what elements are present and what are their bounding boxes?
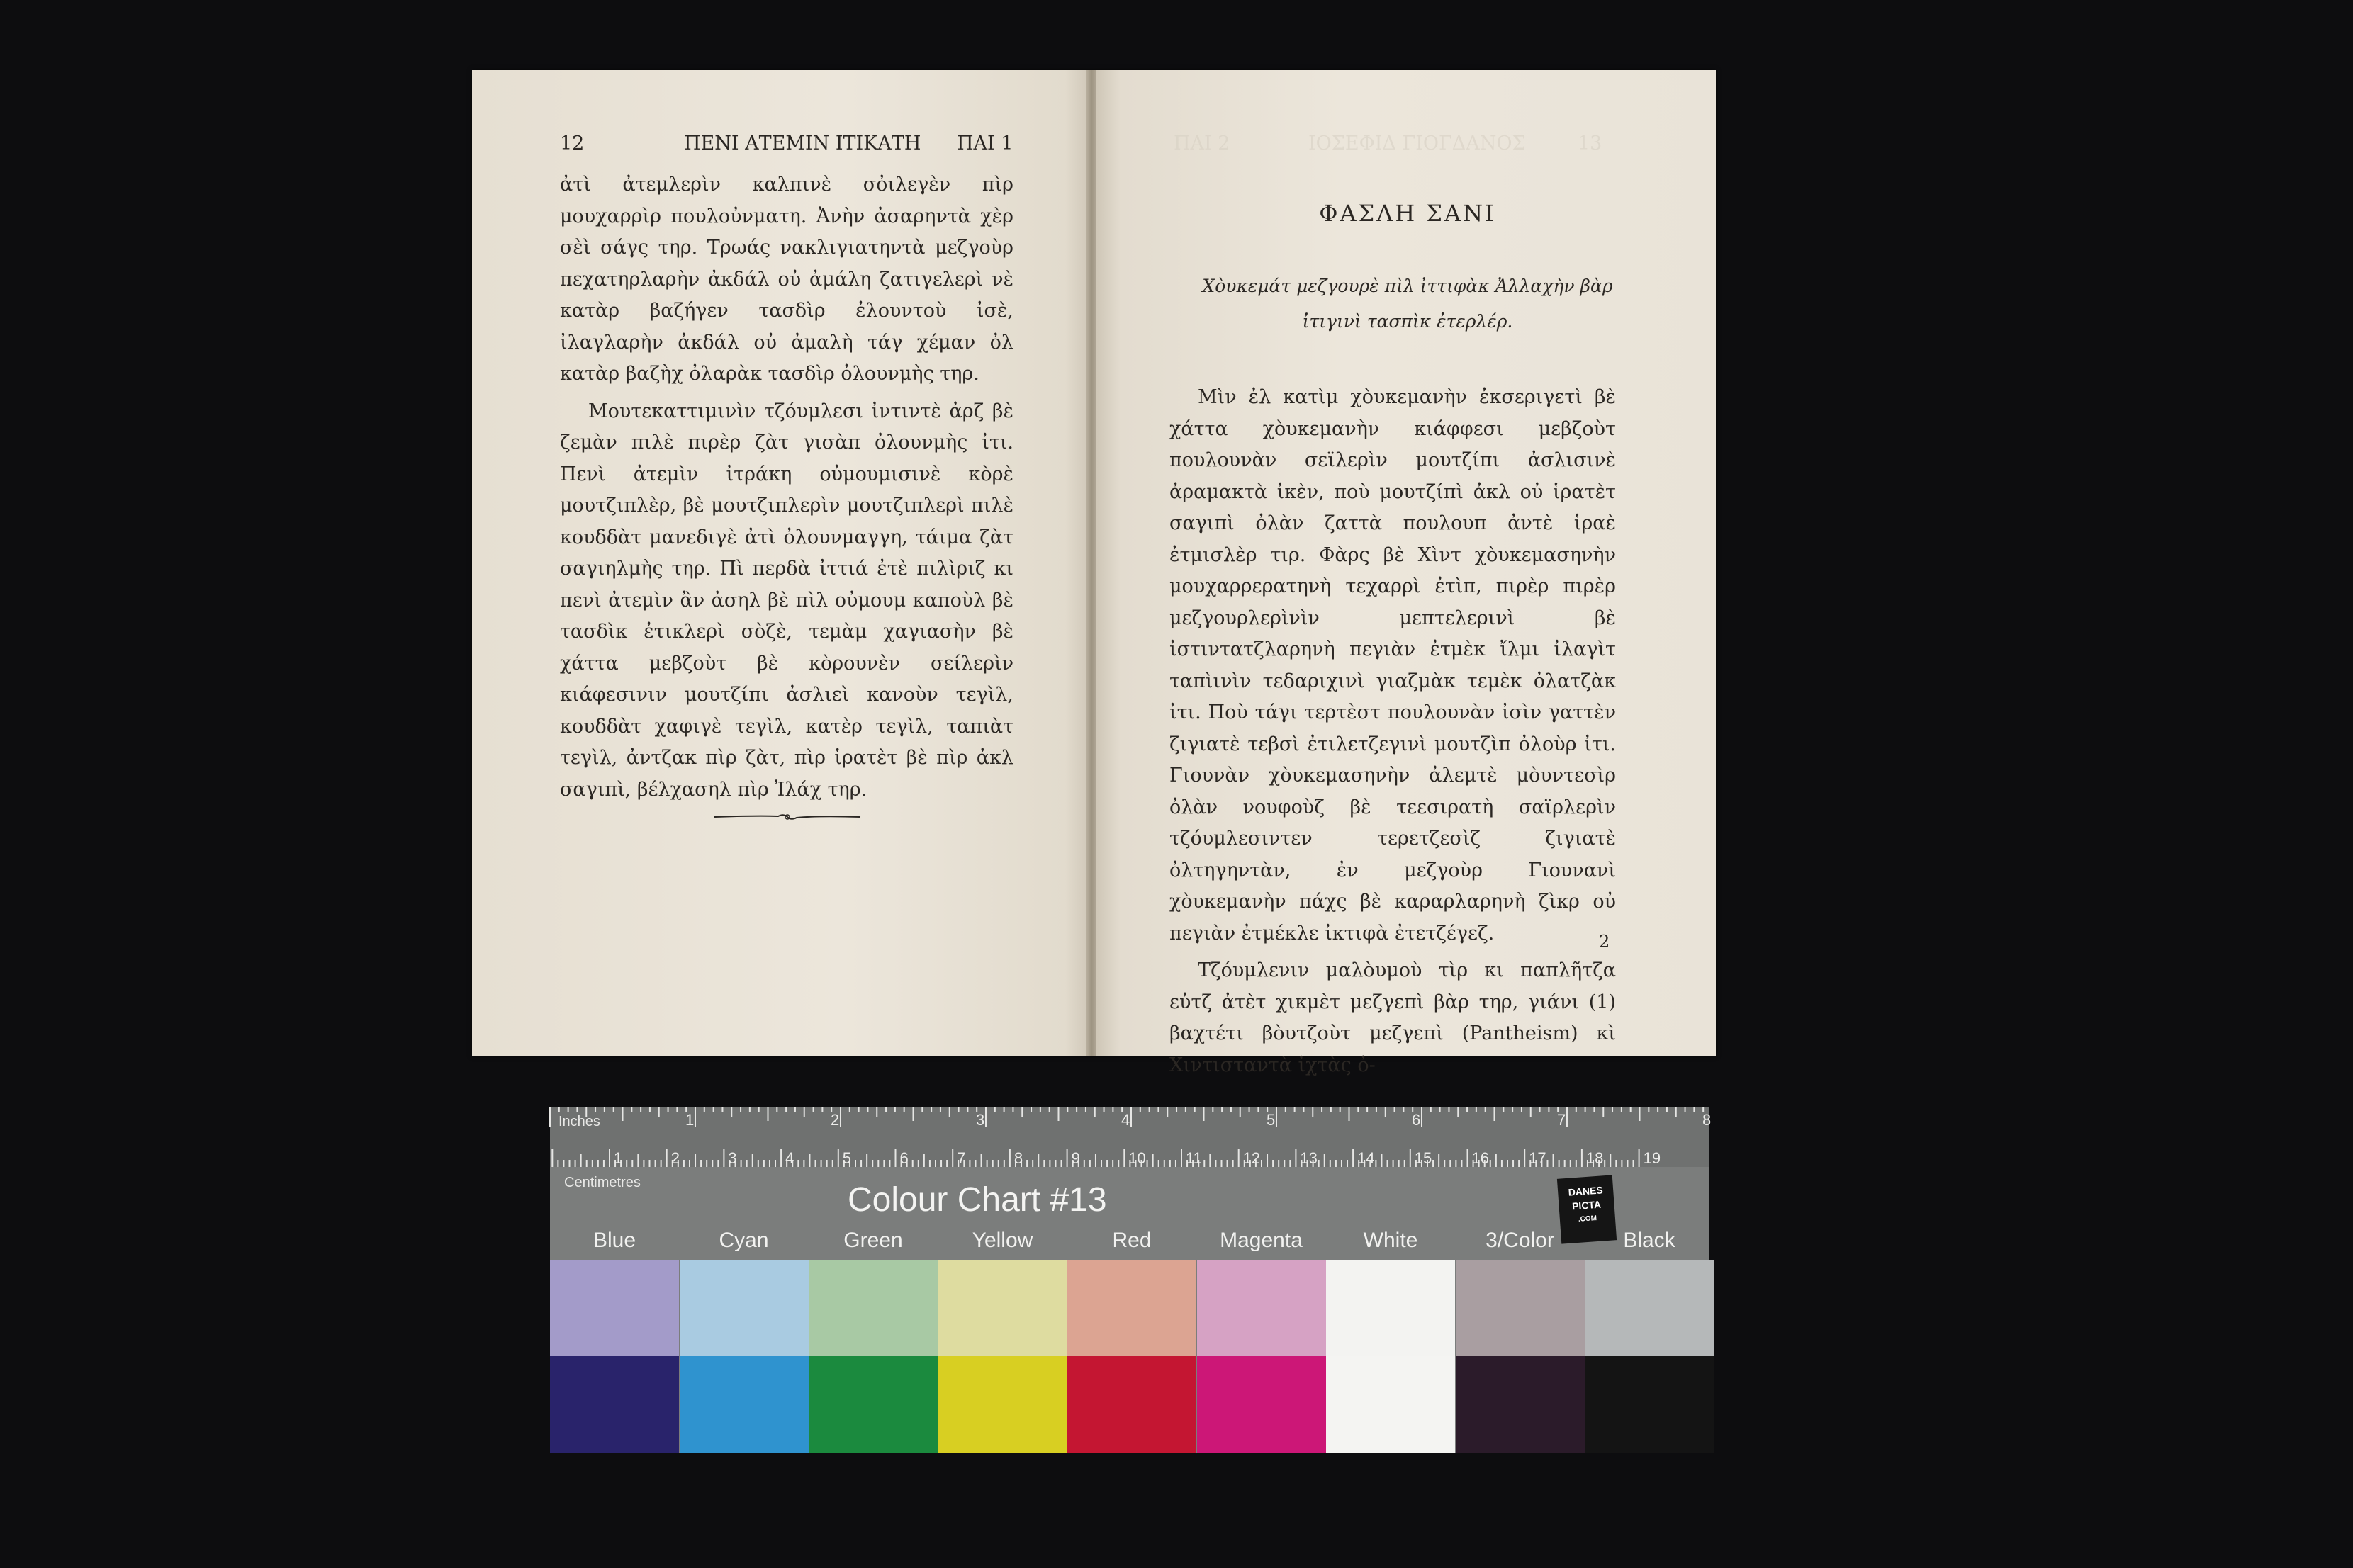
logo-line-3: .COM (1578, 1214, 1597, 1224)
patch-green-light (809, 1260, 938, 1356)
inch-tick-label: 4 (1121, 1111, 1130, 1129)
cm-tick-label: 5 (842, 1149, 852, 1167)
patch-blue-light (550, 1260, 679, 1356)
cm-tick-label: 8 (1013, 1149, 1023, 1167)
inch-tick-label: 7 (1557, 1111, 1566, 1129)
cm-tick-label: 1 (614, 1149, 623, 1167)
inch-tick-label: 3 (976, 1111, 985, 1129)
patch-3-color-light (1456, 1260, 1585, 1356)
cm-tick-label: 10 (1128, 1149, 1146, 1167)
patch-cyan-dark (680, 1356, 809, 1453)
patch-yellow-dark (938, 1356, 1067, 1453)
showthrough-running-right: ΠΑΙ 2 (1174, 132, 1230, 154)
patch-black-light (1585, 1260, 1714, 1356)
chapter-title: ΦΑΣΛΗ ΣΑΝΙ (1319, 200, 1496, 227)
cm-tick-label: 4 (785, 1149, 794, 1167)
left-running-header (560, 132, 1013, 161)
patch-green-dark (809, 1356, 938, 1453)
patch-white-dark (1326, 1356, 1455, 1453)
cm-tick-label: 14 (1357, 1149, 1375, 1167)
cm-tick-label: 11 (1186, 1149, 1202, 1167)
patch-label-magenta: Magenta (1220, 1229, 1303, 1252)
inch-tick-label: 2 (831, 1111, 840, 1129)
cm-tick-label: 12 (1242, 1149, 1261, 1167)
patch-3-color-dark (1456, 1356, 1585, 1453)
cm-tick-label: 9 (1071, 1149, 1080, 1167)
cm-tick-label: 18 (1585, 1149, 1604, 1167)
patch-label-cyan: Cyan (719, 1229, 769, 1252)
patch-red-light (1067, 1260, 1196, 1356)
left-text-block (560, 169, 1013, 806)
left-running-right: ΠΑΙ 1 (957, 132, 1013, 154)
cm-tick-label: 16 (1471, 1149, 1489, 1167)
left-page (472, 70, 1090, 1056)
subtitle-line-1: Χὸυκεμάτ μεζγουρὲ πὶλ ἰττιφὰκ Ἀλλαχὴν βὰρ (1202, 276, 1613, 296)
cm-tick-label: 19 (1643, 1149, 1661, 1167)
right-text-block (1169, 382, 1616, 1081)
centimetres-label: Centimetres (564, 1175, 641, 1190)
patch-label-yellow: Yellow (972, 1229, 1033, 1252)
patch-black-dark (1585, 1356, 1714, 1453)
section-end-ornament (713, 812, 862, 822)
left-page-number: 12 (560, 132, 585, 154)
ruler (550, 1107, 1712, 1167)
right-paragraph-1: Μὶν ἐλ κατὶμ χὸυκεμανὴν ἐκσεριγετὶ βὲ χάττα χὸυκεμανὴν κιάφφεσι μεβζοὺτ πουλουνὰν σεϊλερὶν μουτζίπι ἀσλισινὲ ἀραμακτὰ ἰκὲν, ποὺ μουτζίπὶ ἀκλ οὐ ἱρατὲτ σαγιπὶ ὀλὰν ζαττὰ πουλουπ ἀντὲ ἱραὲ ἐτμισλὲρ τιρ. Φὰρς βὲ Χὶντ χὸυκεμασηνὴν μουχαρρερατηνὴ τεχαρρὶ ἐτὶπ, πιρὲρ πιρὲρ μεζγουρλερὶνὶν μεπτελερινὶ βὲ ἰστιντατζλαρηνὴ πεγιὰν ἐτμὲκ ἴλμι ἰλαγὶτ ταπὶινὶν τεδαριχινὶ γιαζμὰκ τεμὲκ ὀλατζὰκ ἰτι. Ποὺ τάγι τερτὲστ πουλουνὰν ἰσὶν γαττὲν ζιγιατὲ τεβσὶ ἐτιλετζεγινὶ μουτζὶπ ὀλοὺρ ἰτι. Γιουνὰν χὸυκεμασηνὴν ἀλεμτὲ μὸυντεσὶρ ὀλὰν νουφοὺζ βὲ τεεσιρατὴ σαϊρλερὶν τζόυμλεσιντεν τερετζεσὶζ ζιγιατὲ ὀλτηγηντὰν, ἐν μεζγοὺρ Γιουνανὶ χὸυκεμανὴν πάχς βὲ καραρλαρηνὴ ζὶκρ οὐ πεγιὰν ἐτμέκλε ἰκτιφὰ ἐτετζέγεζ. (1169, 386, 1616, 944)
patch-label-3-color: 3/Color (1486, 1229, 1554, 1252)
patch-blue-dark (550, 1356, 679, 1453)
patch-magenta-dark (1197, 1356, 1326, 1453)
cm-tick-label: 6 (899, 1149, 909, 1167)
subtitle-line-2: ἰτιγινὶ τασπὶκ ἐτερλέρ. (1302, 311, 1513, 332)
logo-line-2: PICTA (1571, 1198, 1602, 1212)
chapter-subtitle (1167, 269, 1649, 339)
left-running-title: ΠΕΝΙ ΑΤΕΜΙΝ ΙΤΙΚΑΤΗ (684, 132, 921, 154)
inches-label: Inches (558, 1114, 600, 1129)
right-paragraph-2: Τζόυμλενιν μαλὸυμοὺ τὶρ κι παπλῆτζα εὐτζ ἀτὲτ χικμὲτ μεζγεπὶ βὰρ τηρ, γιάνι (1) βαχτέτι βὸυτζοὺτ μεζγεπὶ (Pantheism) κὶ Χιντισταντὰ ἰχτὰς ὀ- (1169, 959, 1616, 1076)
right-showthrough-header (1167, 132, 1649, 161)
patch-label-black: Black (1623, 1229, 1675, 1252)
patch-label-white: White (1363, 1229, 1418, 1252)
cm-tick-label: 7 (957, 1149, 966, 1167)
signature-mark: 2 (1599, 932, 1610, 952)
open-book (472, 70, 1716, 1076)
cm-tick-label: 15 (1414, 1149, 1432, 1167)
colour-chart-title: Colour Chart #13 (848, 1181, 1107, 1219)
patch-magenta-light (1197, 1260, 1326, 1356)
showthrough-page-number: 13 (1578, 132, 1602, 154)
left-paragraph-1: ἀτὶ ἀτεμλερὶν καλπινὲ σὀιλεγὲν πὶρ μουχαρρὶρ πουλοὐνματη. Ἀνὴν ἀσαρηντὰ χὲρ σὲὶ σάγς τηρ. Τρωάς νακλιγιατηντὰ μεζγοὺρ πεχατηρλαρὴν ἀκδάλ οὐ ἀμάλη ζατιγελερὶ νὲ κατὰρ βαζήγεν τασδὶρ ἐλουντοὺ ἰσὲ, ἰλαγλαρὴν ἀκδάλ οὐ ἀμαλὴ τάγ χέμαν ὀλ κατὰρ βαζὴχ ὀλαρὰκ τασδὶρ ὀλουνμὴς τηρ. (560, 174, 1013, 385)
patch-label-green: Green (843, 1229, 903, 1252)
colour-patches (550, 1260, 1709, 1453)
patch-red-dark (1067, 1356, 1196, 1453)
patch-cyan-light (680, 1260, 809, 1356)
patch-label-red: Red (1112, 1229, 1152, 1252)
colour-chart (550, 1107, 1712, 1453)
cm-tick-label: 2 (670, 1149, 680, 1167)
ruler-ticks (550, 1107, 1712, 1167)
patch-label-blue: Blue (593, 1229, 636, 1252)
inch-tick-label: 1 (685, 1111, 695, 1129)
inch-tick-label: 8 (1702, 1111, 1712, 1129)
patch-white-light (1326, 1260, 1455, 1356)
cm-tick-label: 3 (728, 1149, 737, 1167)
logo-line-1: DANES (1568, 1184, 1604, 1198)
cm-tick-label: 17 (1529, 1149, 1546, 1167)
showthrough-running-title: ΙΟΣΕΦΙΔ ΓΙΟΓΔΑΝΟΣ (1308, 132, 1526, 154)
inch-tick-label: 6 (1412, 1111, 1421, 1129)
inch-tick-label: 5 (1267, 1111, 1276, 1129)
cm-tick-label: 13 (1300, 1149, 1318, 1167)
patch-labels (550, 1229, 1709, 1257)
left-paragraph-2: Μουτεκαττιμινὶν τζόυμλεσι ἰντιντὲ ἀρζ βὲ ζεμὰν πιλὲ πιρὲρ ζὰτ γισὰπ ὀλουνμὴς ἰτι. Πενὶ ἀτεμὶν ἰτράκη οὐμουμισινὲ κὸρὲ μουτζιπλὲρ, βὲ μουτζιπλερὶν μουτζιπλερὶ πιλὲ κουδδὰτ μανεδιγὲ ἀτὶ ὀλουνμαγγη, τάιμα ζὰτ σαγιηλμὴς τηρ. Πὶ περδὰ ἰττιά ἐτὲ πιλὶριζ κι πενὶ ἀτεμὶν ἂν ἀσηλ βὲ πὶλ οὐμουμ καποὺλ βὲ τασδὶκ ἐτικλερὶ σὸζὲ, τεμὰμ χαγιασὴν βὲ χάττα μεβζοὺτ βὲ κὸρουνὲν σείλερὶν κιάφεσινιν μουτζίπι ἀσλιεὶ κανοὺν τεγὶλ, κουδδὰτ χαφιγὲ τεγὶλ, κατὲρ τεγὶλ, ταπιὰτ τεγὶλ, ἀντζακ πὶρ ζὰτ, πὶρ ἱρατὲτ βὲ πὶρ ἀκλ σαγιπὶ, βέλχασηλ πὶρ Ἰλάχ τηρ. (560, 400, 1013, 801)
patch-yellow-light (938, 1260, 1067, 1356)
